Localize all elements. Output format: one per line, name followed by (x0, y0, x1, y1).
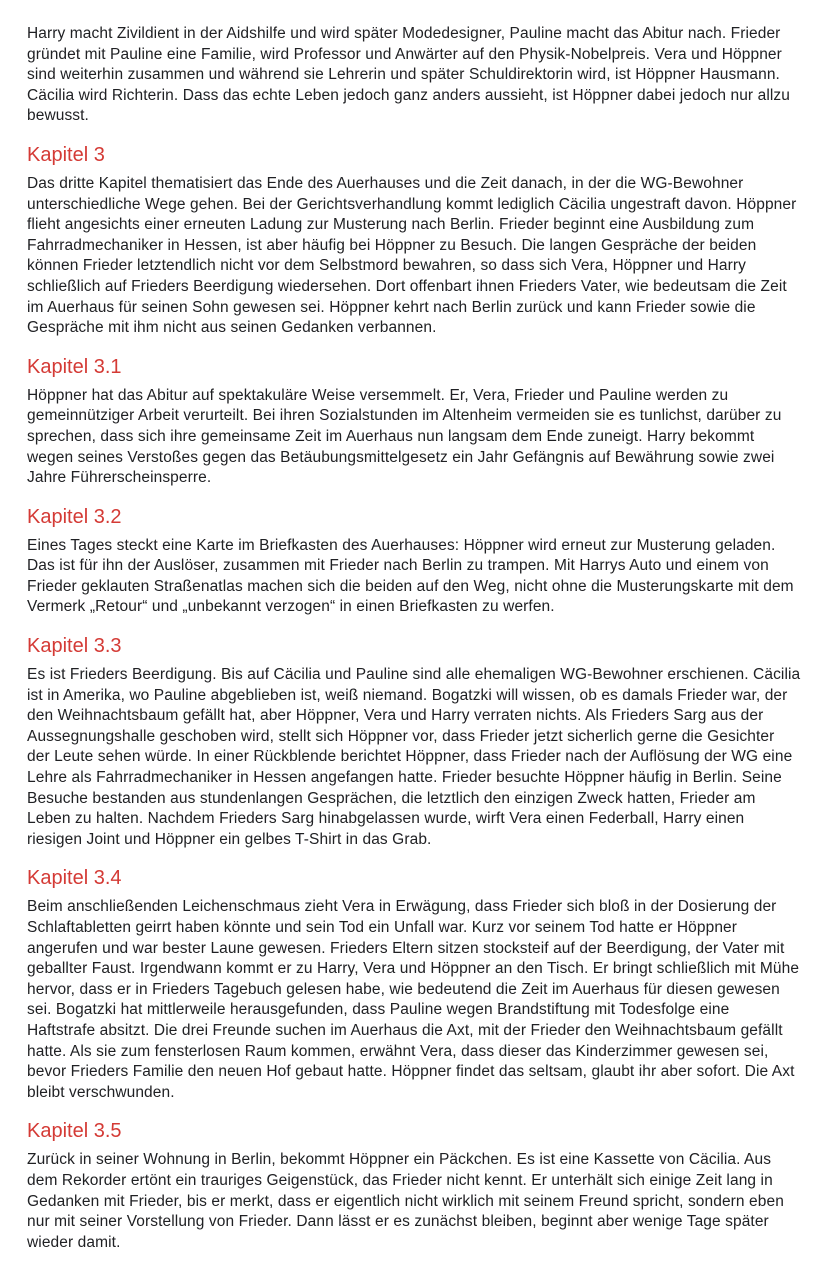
heading-kapitel-3-4: Kapitel 3.4 (27, 867, 122, 890)
intro-paragraph: Harry macht Zivildient in der Aidshilfe und wird später Modedesigner, Pauline macht das Abitur nach. Frieder gründet mit Pauline eine Familie, wird Professor und Anwärter auf den Physik-Nobelpreis. Vera und Höppner sind weiterhin zusammen und während sie Lehrerin und später Schuldirektorin wird, ist Höppner Hausmann. Cäcilia wird Richterin. Dass das echte Leben jedoch ganz anders aussieht, ist Höppner dabei jedoch nur allzu bewusst. (27, 25, 790, 125)
heading-kapitel-3-5: Kapitel 3.5 (27, 1120, 122, 1143)
kapitel-3-2-paragraph: Eines Tages steckt eine Karte im Briefkasten des Auerhauses: Höppner wird erneut zur Musterung geladen. Das ist für ihn der Auslöser, zusammen mit Frieder nach Berlin zu trampen. Mit Harrys Auto und einem von Frieder geklauten Straßenatlas machen sich die beiden auf den Weg, nicht ohne die Musterungskarte mit dem Vermerk „Retour“ und „unbekannt verzogen“ in einen Briefkasten zu werfen. (27, 536, 794, 616)
kapitel-3-3-paragraph: Es ist Frieders Beerdigung. Bis auf Cäcilia und Pauline sind alle ehemaligen WG-Bewohner erschienen. Cäcilia ist in Amerika, wo Pauline abgeblieben ist, weiß niemand. Bogatzki will wissen, ob es damals Frieder war, der den Weihnachtsbaum gefällt hat, aber Höppner, Vera und Harry verraten nichts. Als Frieders Sarg aus der Aussegnungshalle geschoben wird, stellt sich Höppner vor, dass Frieder jetzt sicherlich gerne die Gesichter der Leute sehen würde. In einer Rückblende berichtet Höppner, dass Frieder nach der Auflösung der WG eine Lehre als Fahrradmechaniker in Hessen angefangen hatte. Frieder besuchte Höppner häufig in Berlin. Seine Besuche bestanden aus stundenlangen Gesprächen, die letztlich den einzigen Zweck hatten, Frieder am Leben zu halten. Nachdem Frieders Sarg hinabgelassen wurde, wirft Vera einen Federball, Harry einen riesigen Joint und Höppner ein gelbes T-Shirt in das Grab. (27, 666, 801, 848)
heading-kapitel-3-2: Kapitel 3.2 (27, 505, 122, 528)
kapitel-3-5-paragraph: Zurück in seiner Wohnung in Berlin, bekommt Höppner ein Päckchen. Es ist eine Kassette von Cäcilia. Aus dem Rekorder ertönt ein trauriges Geigenstück, das Frieder nicht kennt. Er unterhält sich einige Zeit lang in Gedanken mit Frieder, bis er merkt, dass er eigentlich nicht wirklich mit seinem Freund spricht, sondern eben nur mit seiner Vorstellung von Frieder. Dann lässt er es zunächst bleiben, beginnt aber wenige Tage später wieder damit. (27, 1151, 784, 1251)
heading-kapitel-3-3: Kapitel 3.3 (27, 635, 122, 658)
kapitel-3-1-paragraph: Höppner hat das Abitur auf spektakuläre Weise versemmelt. Er, Vera, Frieder und Pauline werden zu gemeinnütziger Arbeit verurteilt. Bei ihren Sozialstunden im Altenheim vermeiden sie es tunlichst, darüber zu sprechen, dass sich ihre gemeinsame Zeit im Auerhaus nun langsam dem Ende zuneigt. Harry bekommt wegen seines Verstoßes gegen das Betäubungsmittelgesetz ein Jahr Gefängnis auf Bewährung sowie zwei Jahre Führerscheinsperre. (27, 386, 782, 487)
heading-kapitel-3: Kapitel 3 (27, 143, 105, 166)
kapitel-3-paragraph: Das dritte Kapitel thematisiert das Ende des Auerhauses und die Zeit danach, in der die WG-Bewohner unterschiedliche Wege gehen. Bei der Gerichtsverhandlung kommt lediglich Cäcilia ungestraft davon. Höppner flieht angesichts einer erneuten Ladung zur Musterung nach Berlin. Frieder beginnt eine Ausbildung zum Fahrradmechaniker in Hessen, ist aber häufig bei Höppner zu Besuch. Die langen Gespräche der beiden können Frieder letztendlich nicht vor dem Selbstmord bewahren, so dass sich Vera, Höppner und Harry schließlich auf Frieders Beerdigung wiedersehen. Dort offenbart ihnen Frieders Vater, wie bedeutsam die Zeit im Auerhaus für seinen Sohn gewesen sei. Höppner kehrt nach Berlin zurück und kann Frieder sowie die Gespräche mit ihm nicht aus seinen Gedanken verbannen. (27, 174, 797, 337)
kapitel-3-4-paragraph: Beim anschließenden Leichenschmaus zieht Vera in Erwägung, dass Frieder sich bloß in der Dosierung der Schlaftabletten geirrt haben könnte und sein Tod ein Unfall war. Kurz vor seinem Tod hatte er Höppner angerufen und war bester Laune gewesen. Frieders Eltern sitzen stocksteif auf der Beerdigung, der Vater mit geballter Faust. Irgendwann kommt er zu Harry, Vera und Höppner an den Tisch. Er bringt schließlich mit Mühe hervor, dass er in Frieders Tagebuch gelesen habe, wie bedeutend die Zeit im Auerhaus für diesen gewesen sei. Bogatzki hat mittlerweile herausgefunden, dass Pauline wegen Brandstiftung mit Todesfolge eine Haftstrafe absitzt. Die drei Freunde suchen im Auerhaus die Axt, mit der Frieder den Weihnachtsbaum gefällt hatte. Als sie zum fensterlosen Raum kommen, erwähnt Vera, dass dieser das Kinderzimmer gewesen sei, bevor Frieders Familie den neuen Hof gebaut hatte. Höppner findet das seltsam, glaubt ihr aber sofort. Die Axt bleibt verschwunden. (27, 898, 800, 1101)
heading-kapitel-3-1: Kapitel 3.1 (27, 355, 122, 378)
